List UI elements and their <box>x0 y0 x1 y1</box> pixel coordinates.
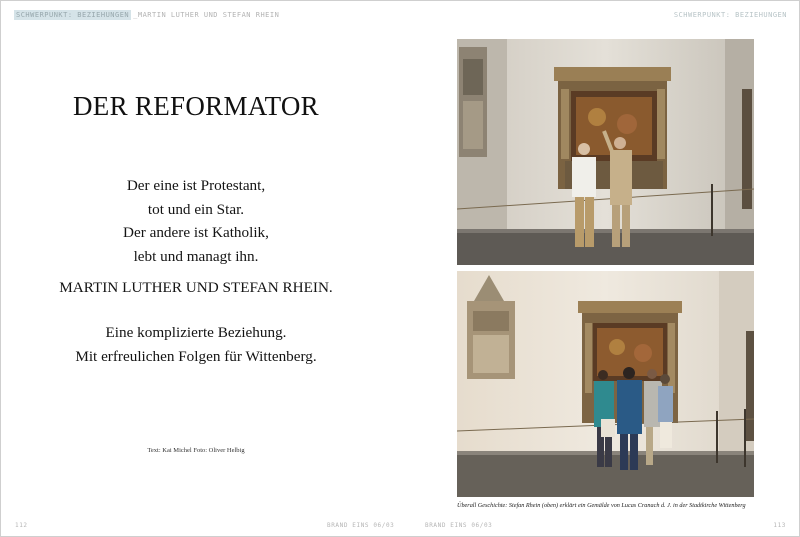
author-photo-credit: Text: Kai Michel Foto: Oliver Helbig <box>147 447 245 454</box>
page-number-left: 112 <box>15 522 28 529</box>
magazine-issue-right: BRAND EINS 06/03 <box>425 522 493 529</box>
church-photo-top-image <box>457 39 754 265</box>
header-right-section-label: SCHWERPUNKT: BEZIEHUNGEN <box>673 11 787 19</box>
subject-names: MARTIN LUTHER UND STEFAN RHEIN. <box>59 279 333 296</box>
church-photo-bottom-image <box>457 271 754 497</box>
intro-line: lebt und managt ihn. <box>133 247 259 265</box>
article-title: DER REFORMATOR <box>72 91 319 121</box>
closing-stanza <box>1 321 391 368</box>
church-photo-top <box>457 39 754 265</box>
magazine-issue-left: BRAND EINS 06/03 <box>327 522 395 529</box>
intro-line: Der eine ist Protestant, <box>126 177 266 194</box>
closing-line: Eine komplizierte Beziehung. <box>105 324 287 341</box>
section-label: SCHWERPUNKT: BEZIEHUNGEN <box>16 11 130 19</box>
photo-caption: Überall Geschichte: Stefan Rhein (oben) erklärt ein Gemälde von Lucas Cranach d. J. in der Stadtkirche Wittenberg <box>457 502 746 509</box>
page-number-right: 113 <box>773 522 786 529</box>
header-left <box>14 11 279 19</box>
closing-line: Mit erfreulichen Folgen für Wittenberg. <box>75 347 317 365</box>
article-subtitle: _MARTIN LUTHER UND STEFAN RHEIN <box>133 11 280 19</box>
intro-stanza <box>1 174 391 268</box>
church-photo-bottom <box>457 271 754 497</box>
intro-line: tot und ein Star. <box>147 200 245 218</box>
intro-line: Der andere ist Katholik, <box>123 224 269 241</box>
